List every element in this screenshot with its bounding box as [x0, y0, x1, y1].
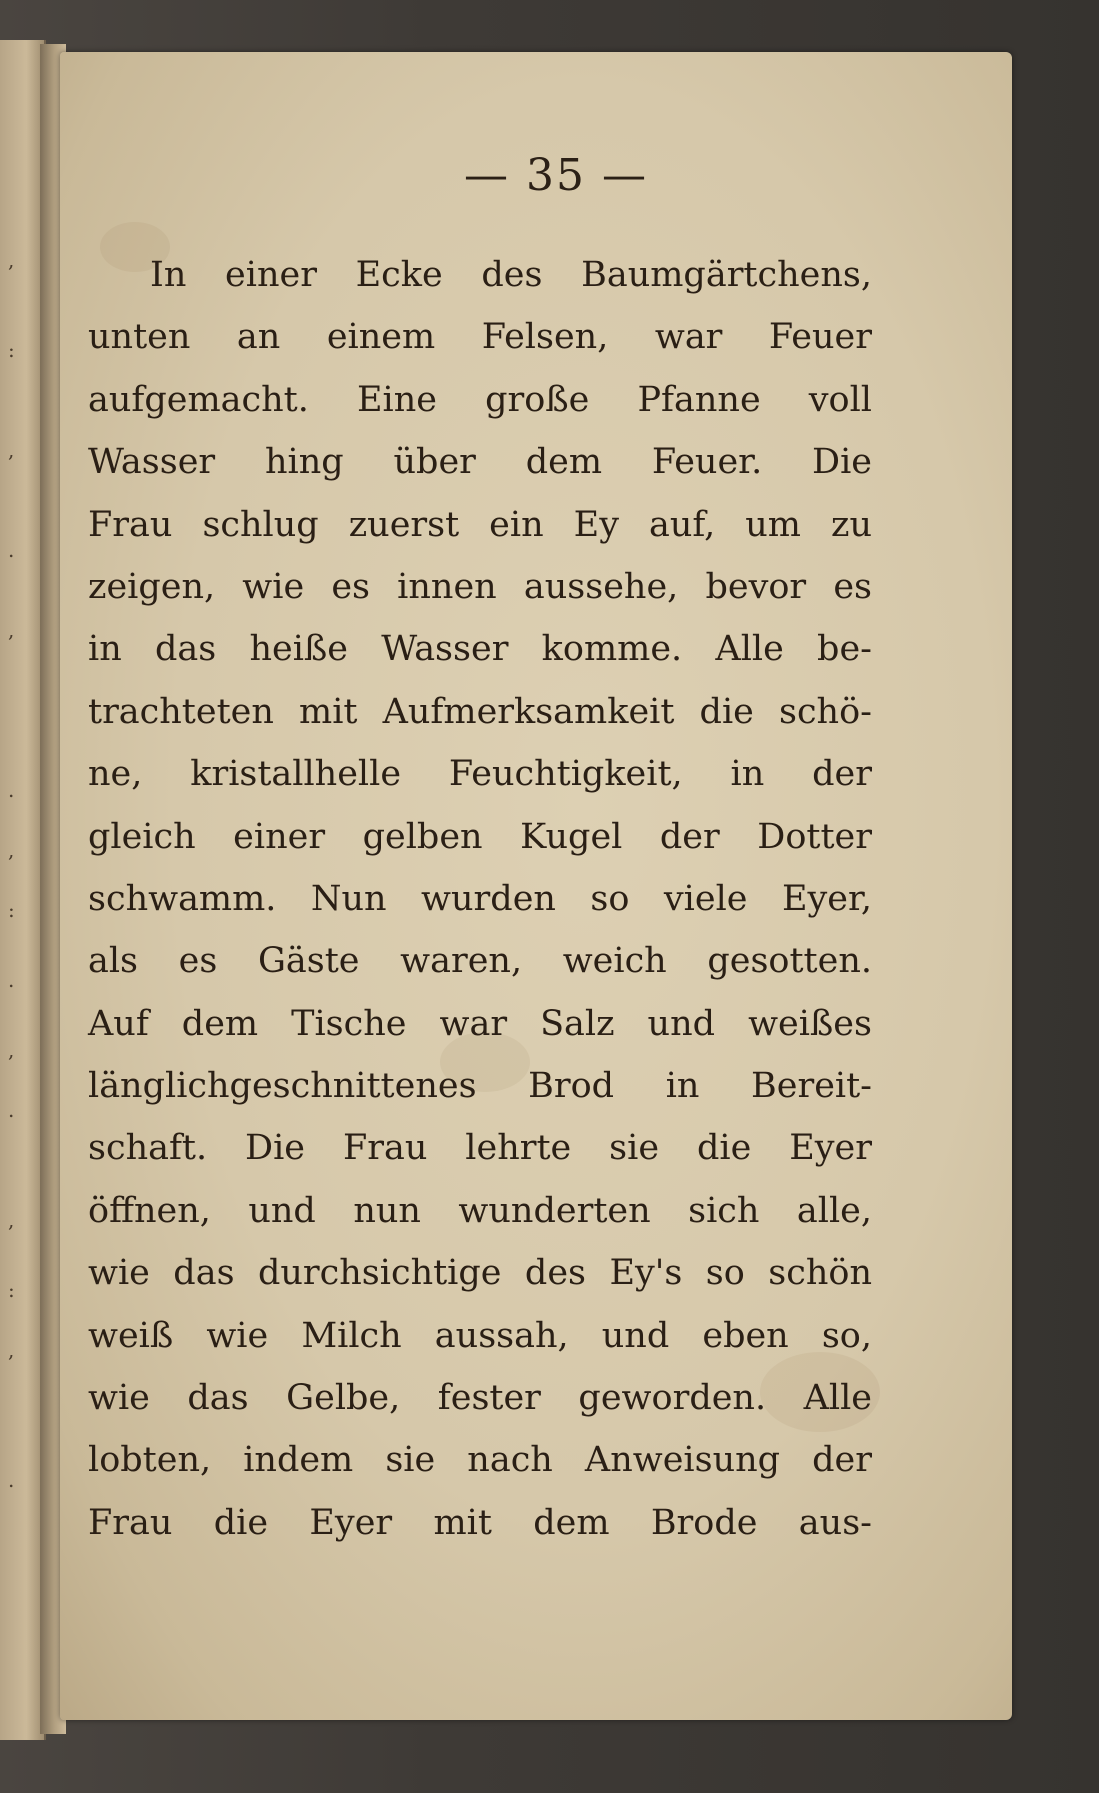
body-text	[88, 244, 872, 1554]
margin-mark: .	[8, 1098, 15, 1122]
margin-mark: ,	[8, 438, 15, 462]
text-line: lobten, indem sie nach Anweisung der	[88, 1440, 872, 1481]
margin-mark: ,	[8, 1208, 15, 1232]
text-line: öffnen, und nun wunderten sich alle,	[88, 1190, 872, 1231]
page-number: — 35 —	[464, 150, 648, 201]
text-line: trachteten mit Aufmerksamkeit die schö-	[88, 691, 872, 732]
margin-mark: .	[8, 968, 15, 992]
margin-mark: .	[8, 778, 15, 802]
margin-mark: ,	[8, 838, 15, 862]
text-line: wie das durchsichtige des Ey's so schön	[88, 1253, 872, 1294]
margin-mark: :	[8, 338, 15, 362]
text-line: schwamm. Nun wurden so viele Eyer,	[88, 878, 872, 919]
margin-mark: .	[8, 1468, 15, 1492]
margin-mark: ,	[8, 618, 15, 642]
text-line: gleich einer gelben Kugel der Dotter	[88, 816, 872, 857]
text-line: aufgemacht. Eine große Pfanne voll	[88, 379, 872, 420]
text-line: Frau schlug zuerst ein Ey auf, um zu	[88, 504, 872, 545]
text-line: In einer Ecke des Baumgärtchens,	[150, 255, 872, 295]
text-line: schaft. Die Frau lehrte sie die Eyer	[88, 1128, 872, 1169]
margin-mark: :	[8, 1278, 15, 1302]
text-line: weiß wie Milch aussah, und eben so,	[88, 1315, 872, 1356]
text-line: Wasser hing über dem Feuer. Die	[88, 442, 872, 483]
margin-mark: ,	[8, 248, 15, 272]
text-line: in das heiße Wasser komme. Alle be-	[88, 629, 872, 670]
text-line: länglichgeschnittenes Brod in Bereit-	[88, 1066, 872, 1107]
margin-mark: :	[8, 898, 15, 922]
text-line: wie das Gelbe, fester geworden. Alle	[88, 1378, 872, 1419]
text-line: Frau die Eyer mit dem Brode aus-	[88, 1502, 872, 1543]
margin-mark: ,	[8, 1038, 15, 1062]
text-line: zeigen, wie es innen aussehe, bevor es	[88, 566, 872, 607]
margin-mark: .	[8, 538, 15, 562]
text-line: ne, kristallhelle Feuchtigkeit, in der	[88, 754, 872, 795]
text-line: Auf dem Tische war Salz und weißes	[88, 1003, 872, 1044]
text-line: unten an einem Felsen, war Feuer	[88, 317, 872, 358]
text-line: als es Gäste waren, weich gesotten.	[88, 941, 872, 982]
margin-mark: ,	[8, 1338, 15, 1362]
